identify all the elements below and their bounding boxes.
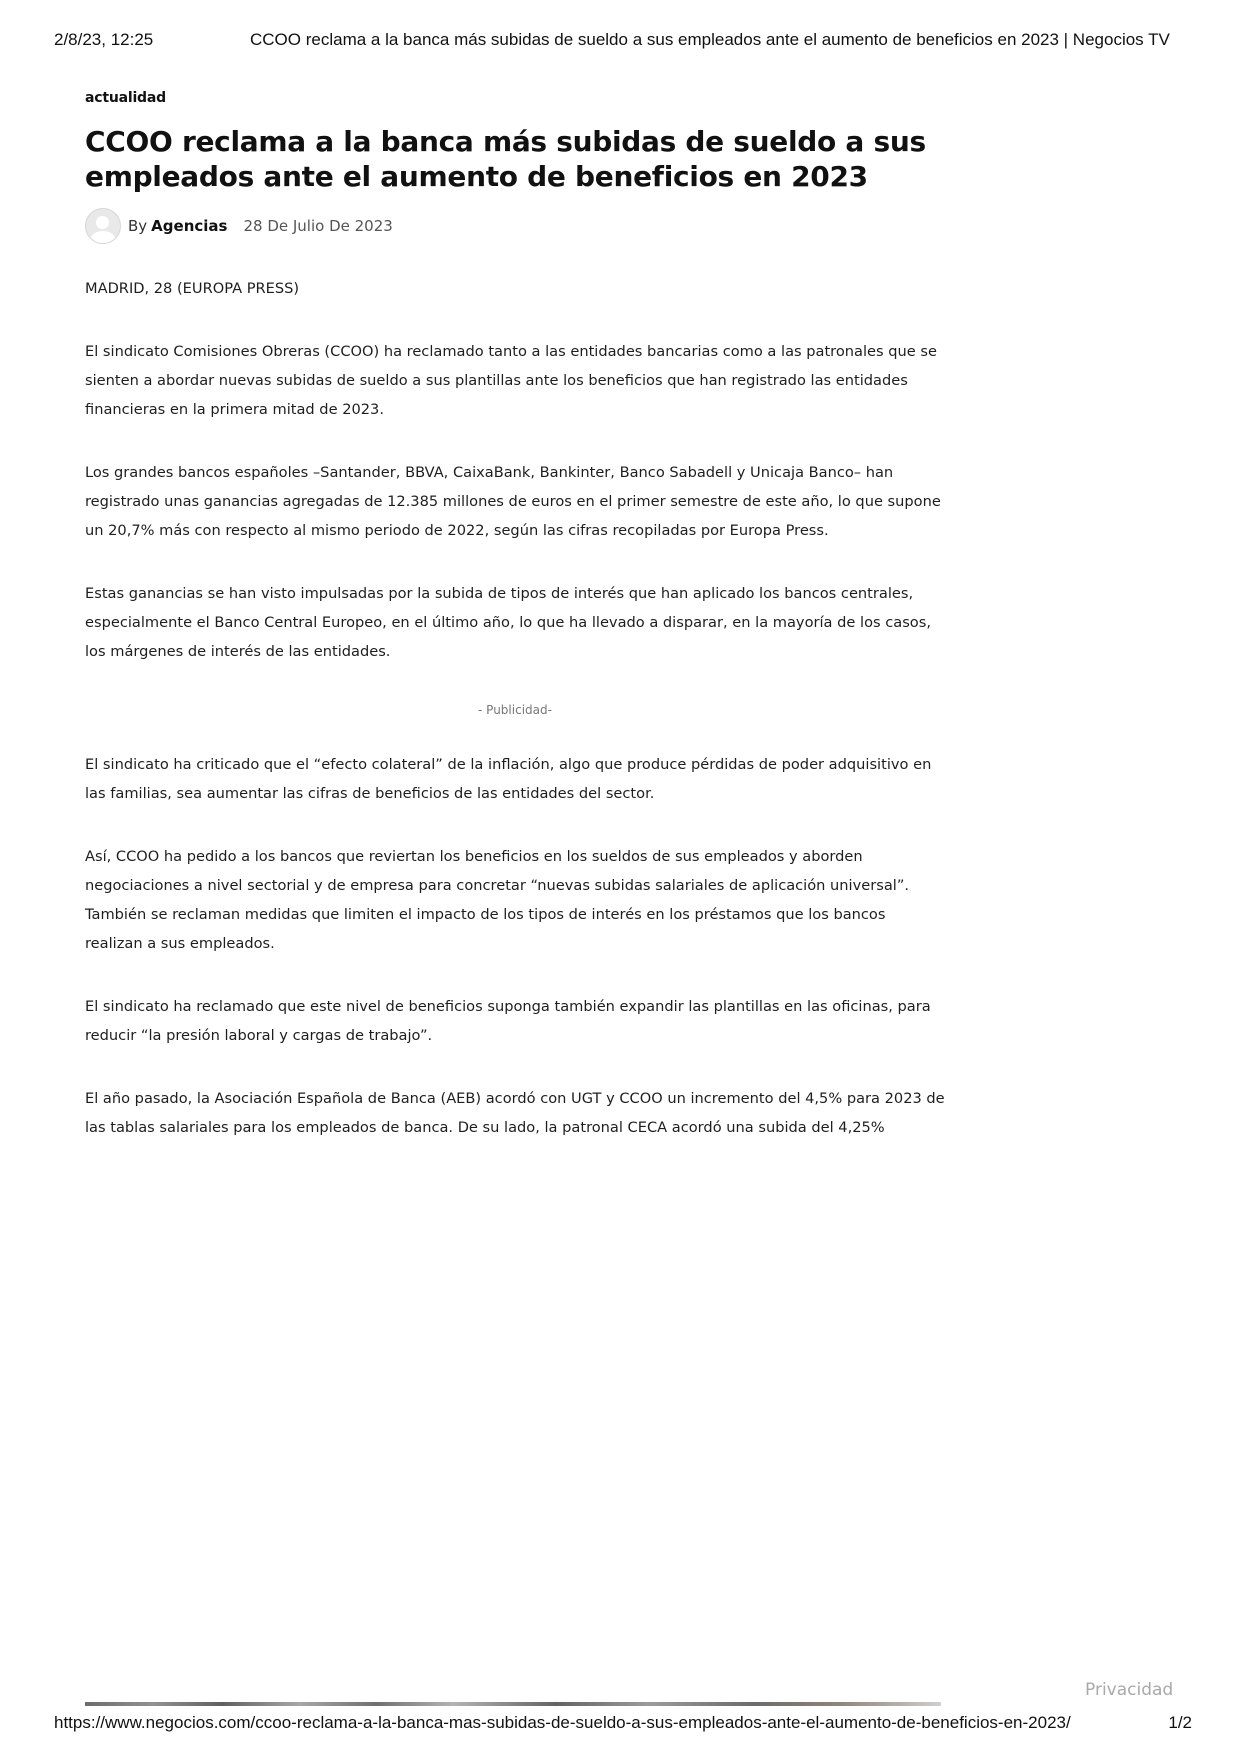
paragraph: El sindicato ha reclamado que este nivel de beneficios suponga también expandir las plantillas en las oficinas, para reducir “la presión laboral y cargas de trabajo”. [85, 998, 931, 1044]
paragraph: Estas ganancias se han visto impulsadas por la subida de tipos de interés que han aplicado los bancos centrales, especialmente el Banco Central Europeo, en el último año, lo que ha llevado a disparar, en la mayoría de los casos, los márgenes de interés de las entidades. [85, 585, 931, 660]
article-body [85, 274, 945, 1142]
image-strip [85, 1702, 941, 1706]
dateline: MADRID, 28 (EUROPA PRESS) [85, 280, 300, 297]
headline-line-2: empleados ante el aumento de beneficios en 2023 [85, 160, 868, 193]
article [85, 90, 945, 1176]
by-label: By [128, 217, 148, 235]
author-avatar-icon[interactable] [85, 208, 121, 244]
paragraph: Así, CCOO ha pedido a los bancos que reviertan los beneficios en los sueldos de sus empleados y aborden negociaciones a nivel sectorial y de empresa para concretar “nuevas subidas salariales de aplicación universal”. También se reclaman medidas que limiten el impacto de los tipos de interés en los préstamos que los bancos realizan a sus empleados. [85, 848, 910, 952]
category-link[interactable]: actualidad [85, 90, 166, 106]
publish-date: 28 De Julio De 2023 [243, 217, 393, 235]
print-page-title: CCOO reclama a la banca más subidas de sueldo a sus empleados ante el aumento de beneficios en 2023 | Negocios TV [250, 30, 1170, 49]
print-footer [54, 1713, 1192, 1737]
paragraph: El sindicato ha criticado que el “efecto colateral” de la inflación, algo que produce pérdidas de poder adquisitivo en las familias, sea aumentar las cifras de beneficios de las entidades del sector. [85, 756, 932, 802]
author-link[interactable]: Agencias [151, 217, 228, 235]
print-page-number: 1/2 [1168, 1713, 1192, 1732]
advertising-label: - Publicidad- [478, 703, 552, 717]
privacy-button[interactable]: Privacidad [1085, 1680, 1174, 1700]
headline [85, 124, 945, 194]
paragraph: El año pasado, la Asociación Española de Banca (AEB) acordó con UGT y CCOO un incremento del 4,5% para 2023 de las tablas salariales para los empleados de banca. De su lado, la patronal CECA acordó una subida del 4,25% [85, 1090, 945, 1136]
byline [85, 208, 945, 244]
headline-line-1: CCOO reclama a la banca más subidas de sueldo a sus [85, 125, 926, 158]
paragraph: El sindicato Comisiones Obreras (CCOO) ha reclamado tanto a las entidades bancarias como a las patronales que se sienten a abordar nuevas subidas de sueldo a sus plantillas ante los beneficios que han registrado las entidades financieras en la primera mitad de 2023. [85, 343, 937, 418]
print-header [54, 30, 1186, 54]
print-url: https://www.negocios.com/ccoo-reclama-a-la-banca-mas-subidas-de-sueldo-a-sus-empleados-ante-el-aumento-de-beneficios-en-2023/ [54, 1713, 1071, 1732]
paragraph: Los grandes bancos españoles –Santander, BBVA, CaixaBank, Bankinter, Banco Sabadell y Unicaja Banco– han registrado unas ganancias agregadas de 12.385 millones de euros en el primer semestre de este año, lo que supone un 20,7% más con respecto al mismo periodo de 2022, según las cifras recopiladas por Europa Press. [85, 464, 941, 539]
print-datetime: 2/8/23, 12:25 [54, 30, 154, 49]
